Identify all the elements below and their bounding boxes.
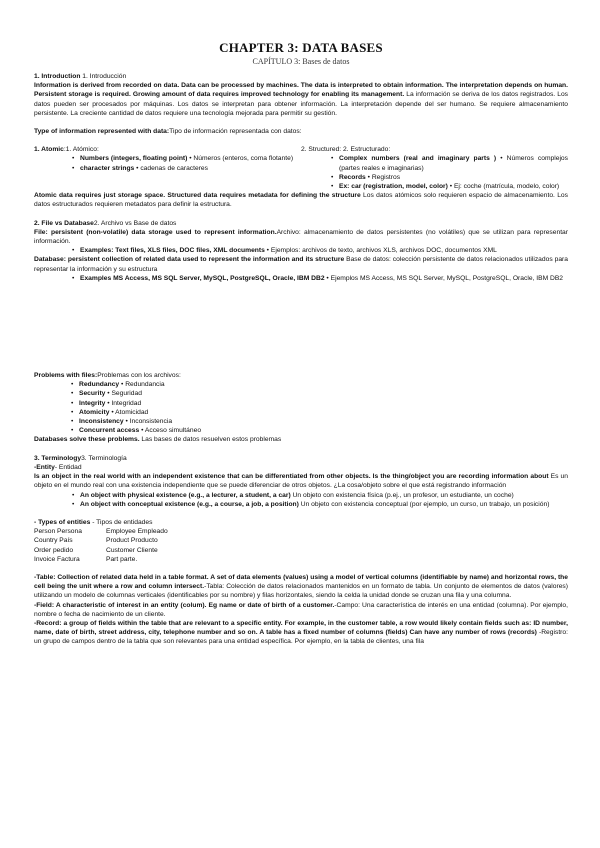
database-examples: • Examples MS Access, MS SQL Server, MySQL, PostgreSQL, Oracle, IBM DB2 • Ejemplos MS Access, MS SQL Server, MySQL, PostgreSQL, Oracle, IBM DB2 [34,274,568,283]
atomic-column [34,145,301,191]
list-item: • Integrity • Integridad [34,399,568,408]
structured-item-example: • Ex: car (registration, model, color) • Ej: coche (matrícula, modelo, color) [301,182,568,191]
table-cell: Product Producto [106,537,158,545]
structured-item-records: • Records • Registros [301,173,568,182]
table-cell: Person Persona [34,528,82,536]
terminology-heading: 3. Terminology3. Terminología [34,454,127,462]
entity-types-heading: - Types of entities - Tipos de entidades [34,518,153,526]
table-cell: Part parte. [106,555,138,563]
table-definition: -Table: Collection of related data held in a table format. A set of data elements (values) using a model of vertical columns (identifiable by name) and horizontal rows, the cell being the unit where a row and column intersect.-Tabla: Colección de datos relacionados mantenidos en un formato de tabla. Un conjunto de elementos de datos (valores) utilizando un modelo de columnas verticales (identificables por su nombre) y filas horizontales, siendo la celda la unidad donde se cruzan una fila y una columna. [34,573,568,600]
atomic-note: Atomic data requires just storage space. Structured data requires metadata for defining the structure Los datos atómicos solo requieren espacio de almacenamiento. Los datos estructurados requieren metadatos para definir la estructura. [34,192,568,209]
list-item: • Concurrent access • Acceso simultáneo [34,426,568,435]
atomic-item-strings: • character strings • cadenas de caracteres [34,164,301,173]
problems-solution: Databases solve these problems. Las bases de datos resuelven estos problemas [34,436,282,444]
entity-heading: -Entity- Entidad [34,463,82,471]
file-definition: File: persistent (non-volatile) data storage used to represent information.Archivo: almacenamiento de datos persistentes (no volátiles) que se utilizan para representar información. [34,228,568,246]
page-subtitle: CAPÍTULO 3: Bases de datos [252,57,350,66]
database-definition: Database: persistent collection of related data used to represent the information and its structure Base de datos: colección persistente de datos relacionados utilizados para representar la información y su estructura [34,256,568,273]
intro-paragraph: Information is derived from recorded on data. Data can be processed by machines. The data is interpreted to obtain information. The interpretation depends on human. Persistent storage is required. Growing amount of data requires improved technology for enabling its management. La información se deriva de los datos registrados. Los datos pueden ser procesados por máquinas. Los datos se interpretan para obtener información. La interpretación depende del ser humano. Se requiere almacenamiento persistente. La creciente cantidad de datos requiere una tecnología mejorada para permitir su gestión. [34,82,569,117]
types-heading: Type of information represented with data:Tipo de información representada con datos: [34,128,302,136]
structured-item-complex: • Complex numbers (real and imaginary parts ) • Números complejos (partes reales e imaginarias) [301,154,568,172]
list-item: • Inconsistency • Inconsistencia [34,417,568,426]
entity-physical: • An object with physical existence (e.g., a lecturer, a student, a car) Un objeto con existencia física (p.ej., un profesor, un estudiante, un coche) [34,491,568,500]
page-title: CHAPTER 3: DATA BASES [219,40,383,55]
table-cell: Employee Empleado [106,528,168,536]
table-cell: Customer Cliente [106,546,158,554]
table-cell: Order pedido [34,546,74,554]
list-item: • Security • Seguridad [34,389,568,398]
document-page [34,40,568,647]
atomic-heading: 1. Atomic:1. Atómico: [34,146,99,154]
structured-heading: 2. Structured: 2. Estructurado: [301,146,391,154]
field-definition: -Field: A characteristic of interest in an entity (colum). Eg name or date of birth of a customer.-Campo: Una característica de interés en una entidad (columna). Por ejemplo, nombre o fecha de nacimiento de un cliente. [34,601,568,618]
entity-types-table [34,527,568,564]
problems-heading: Problems with files:Problemas con los archivos: [34,372,181,380]
structured-column [301,145,568,191]
list-item: • Atomicity • Atomicidad [34,408,568,417]
file-examples: • Examples: Text files, XLS files, DOC files, XML documents • Ejemplos: archivos de texto, archivos XLS, archivos DOC, documentos XML [34,246,568,255]
atomic-item-numbers: • Numbers (integers, floating point) • Números (enteros, coma flotante) [34,154,301,163]
intro-heading: 1. Introduction 1. Introducción [34,73,127,80]
table-cell: Country País [34,537,73,545]
data-types-columns [34,145,568,191]
record-definition: -Record: a group of fields within the table that are relevant to a specific entity. For example, in the customer table, a row would likely contain fields such as: ID number, name, date of birth, street address, city, telephone number and so on. A table has a fixed number of columns (fields) Can have any number of rows (records) -Registro: un grupo de campos dentro de la tabla que son relevantes para una entidad específica. Por ejemplo, en la tabla de clientes, una fila [34,619,568,646]
entity-definition: Is an object in the real world with an independent existence that can be differentiated from other objects. Is the thing/object you are recording information about Es un objeto en el mundo real con una existencia independiente que se puede diferenciar de otros objetos. ¿La cosa/objeto sobre el que está registrando información [34,473,568,490]
file-vs-database-heading: 2. File vs Database2. Archivo vs Base de datos [34,219,177,227]
entity-conceptual: • An object with conceptual existence (e.g., a course, a job, a position) Un objeto con existencia conceptual (por ejemplo, un curso, un trabajo, un posición) [34,500,568,509]
table-cell: Invoice Factura [34,555,80,563]
list-item: • Redundancy • Redundancia [34,380,568,389]
